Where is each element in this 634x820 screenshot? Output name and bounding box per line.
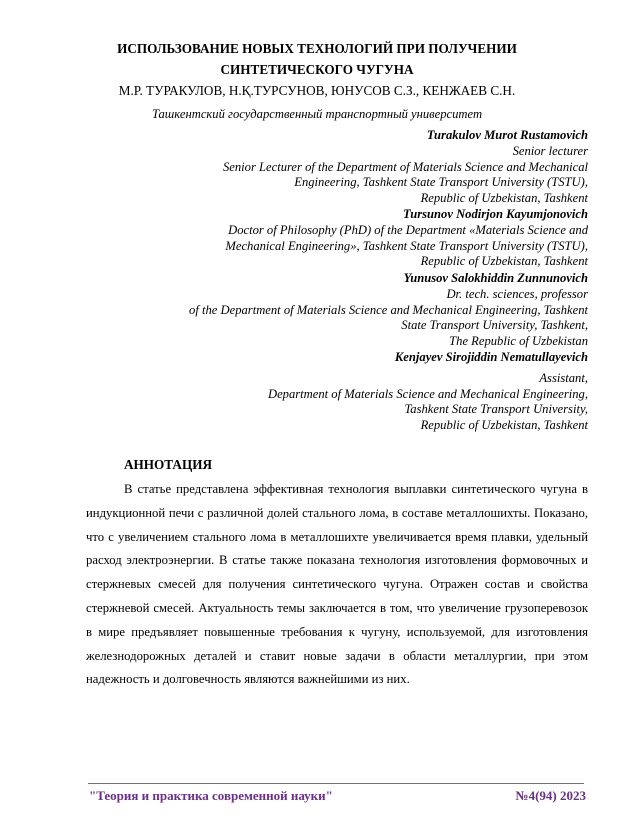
affiliation-line: of the Department of Materials Science and Mechanical Engineering, Tashkent (189, 302, 588, 317)
author-name: Turakulov Murot Rustamovich (426, 128, 588, 142)
author-name: Kenjayev Sirojiddin Nematullayevich (394, 350, 588, 364)
affiliation-block-2 (68, 207, 588, 270)
affiliation-block-4 (68, 350, 588, 434)
affiliation-line: Department of Materials Science and Mechanical Engineering, (267, 386, 588, 401)
title-line-1: ИСПОЛЬЗОВАНИЕ НОВЫХ ТЕХНОЛОГИЙ ПРИ ПОЛУЧЕНИИ (117, 41, 517, 56)
author-name: Tursunov Nodirjon Kayumjonovich (403, 207, 588, 221)
affiliation-line: Senior Lecturer of the Department of Materials Science and Mechanical (222, 159, 588, 174)
title-line-2: СИНТЕТИЧЕСКОГО ЧУГУНА (220, 62, 414, 77)
affiliation-line: Tashkent State Transport University, (404, 402, 588, 417)
affiliation-line: Republic of Uzbekistan, Tashkent (420, 191, 588, 206)
author-name: Yunusov Salokhiddin Zunnunovich (403, 271, 588, 285)
affiliation-line: Doctor of Philosophy (PhD) of the Department «Materials Science and (228, 222, 588, 237)
journal-name: "Теория и практика современной науки" (89, 788, 333, 803)
abstract-heading: АННОТАЦИЯ (124, 457, 212, 472)
footer-divider (88, 783, 584, 784)
affiliation-line: State Transport University, Tashkent, (401, 318, 588, 333)
affiliation-block-1 (68, 128, 588, 207)
affiliation-line: The Republic of Uzbekistan (449, 334, 588, 349)
affiliation-line: Republic of Uzbekistan, Tashkent (420, 254, 588, 269)
issue-number: №4(94) 2023 (515, 788, 586, 803)
affiliation-line: Republic of Uzbekistan, Tashkent (420, 418, 588, 433)
abstract-body (86, 478, 588, 692)
affiliation-line: Mechanical Engineering», Tashkent State Transport University (TSTU), (225, 238, 588, 253)
affiliation-line: Dr. tech. sciences, professor (446, 286, 588, 301)
university-name: Ташкентский государственный транспортный университет (151, 107, 483, 121)
author-list: М.Р. ТУРАКУЛОВ, Н.Қ.ТУРСУНОВ, ЮНУСОВ С.З., КЕНЖАЕВ С.Н. (118, 83, 516, 98)
article-title (40, 38, 594, 80)
affiliation-block-3 (68, 271, 588, 350)
abstract-paragraph: В статье представлена эффективная технология выплавки синтетического чугуна в индукционной печи с различной долей стального лома, в составе металлошихты. Показано, что с увеличением стального лома в металлошихте увеличивается время плавки, удельный расход электроэнергии. В статье также показана технология изготовления формовочных и стержневых смесей для получения синтетического чугуна. Отражен состав и свойства стержневой смесей. Актуальность темы заключается в том, что увеличение грузоперевозок в мире предъявляет повышенные требования к чугуну, используемой, для изготовления железнодорожных деталей и ставит новые задачи в области металлургии, при этом надежность и долговечность являются важнейшими из них. (86, 482, 588, 687)
affiliation-line: Assistant, (539, 370, 588, 385)
affiliation-line: Senior lecturer (512, 143, 588, 158)
affiliation-line: Engineering, Tashkent State Transport University (TSTU), (294, 175, 588, 190)
